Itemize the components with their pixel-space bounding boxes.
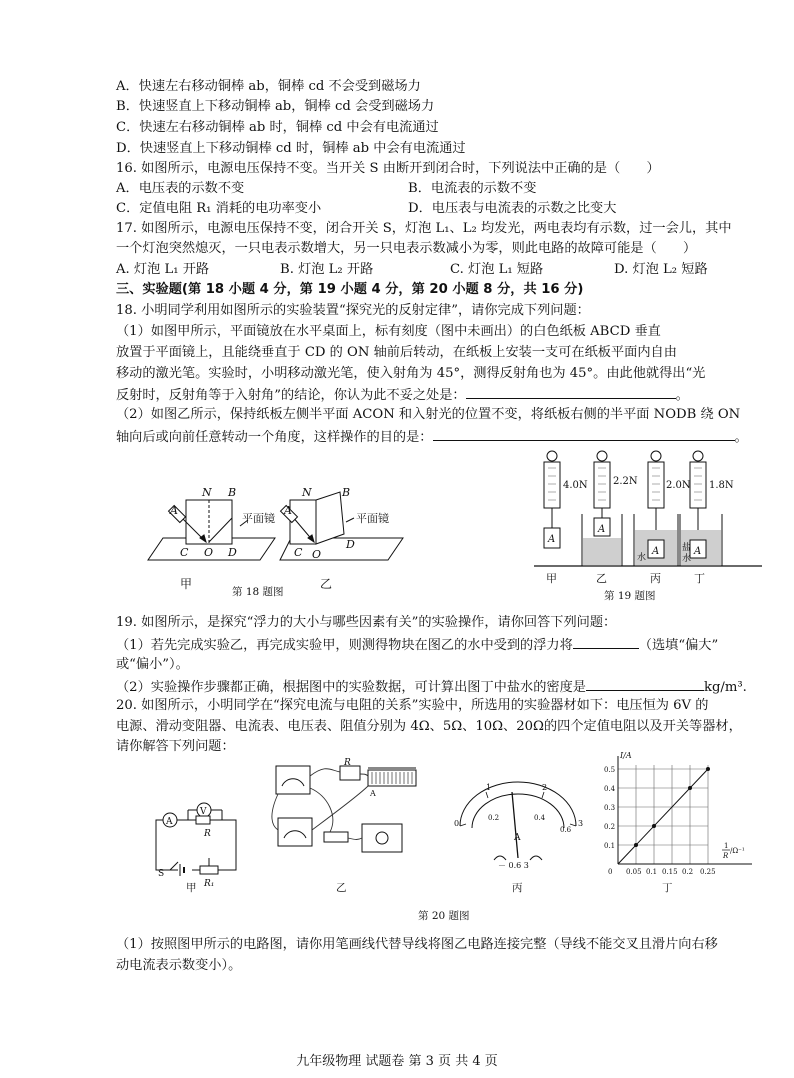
q18-part1-prompt: 反射时，反射角等于入射角”的结论，你认为此不妥之处是： [116, 388, 466, 403]
fig20-meter-tick-2: 2 [542, 783, 548, 792]
q16-option-a: A．电压表的示数不变 [116, 181, 245, 196]
fig18-label-a: A [170, 504, 178, 517]
fig20-graph-ytick-3: 0.3 [604, 804, 616, 812]
fig18-caption: 第 18 题图 [232, 586, 284, 598]
q18-part2-line1: （2）如图乙所示，保持纸板左侧半平面 ACON 和入射光的位置不变，将纸板右侧的半平面 NODB 绕 ON [116, 407, 741, 422]
fig20-graph-xtick-0: 0 [608, 868, 613, 876]
fig20-label-bing: 丙 [512, 882, 523, 894]
q20-line-2: 电源、滑动变阻器、电流表、电压表、阻值分别为 4Ω、5Ω、10Ω、20Ω的四个定值电阻以及开关等器材， [116, 719, 742, 734]
q19-part1-choice: （选填“偏大” [638, 638, 719, 653]
fig20-graph-ytick-4: 0.4 [604, 785, 616, 793]
figure-19 [530, 448, 770, 588]
q19-part1-line1 [116, 635, 718, 655]
fig20-label-ding: 丁 [662, 882, 673, 894]
fig18-label-b: B [228, 486, 237, 499]
q18-part2-prompt: 轴向后或向前任意转动一个角度，这样操作的目的是： [116, 430, 433, 445]
fig18-mirror-label-1: 平面镜 [242, 512, 275, 525]
q20-part1-line1: （1）按照图甲所示的电路图，请你用笔画线代替导线将图乙电路连接完整（导线不能交叉且滑片向右移 [116, 937, 718, 952]
q15-option-a: A．快速左右移动铜棒 ab，铜棒 cd 不会受到磁场力 [116, 79, 421, 94]
graph-fit-line [618, 769, 708, 864]
graph-data-point [652, 824, 656, 828]
q19-answer-blank-2[interactable] [586, 677, 704, 691]
q17-line-1: 17. 如图所示，电源电压保持不变，闭合开关 S，灯泡 L₁、L₂ 均发光，两电表均有示数，过一会儿，其中 [116, 221, 732, 236]
fig20-meter-tick-3: 3 [578, 819, 584, 828]
fig20-circuit-diagram [148, 800, 248, 890]
fig20-resistor-label: R [204, 829, 211, 839]
fig18-label-jia: 甲 [180, 577, 193, 591]
page-footer: 九年级物理 试题卷 第 3 页 共 4 页 [296, 1054, 498, 1069]
fig19-reading-ding: 1.8N [709, 480, 734, 491]
q16-option-b: B．电流表的示数不变 [408, 181, 537, 196]
fig19-salt-label-1: 盐 [682, 543, 692, 553]
fig19-block-jia: A [548, 534, 556, 545]
fig20-rheostat-label: R₁ [204, 879, 215, 889]
fig18-mirror-label-2: 平面镜 [356, 512, 389, 525]
fig20-graph-ytick-2: 0.2 [604, 823, 616, 831]
q19-part2-prompt: （2）实验操作步骤都正确，根据图中的实验数据，可计算出图丁中盐水的密度是 [116, 680, 586, 695]
q19-part1-line2: 或“偏小”）。 [116, 657, 189, 672]
fig20-meter-terminals: － 0.6 3 [498, 861, 529, 870]
fig19-block-ding: A [694, 546, 702, 557]
graph-data-point [688, 786, 692, 790]
fig19-water-label: 水 [637, 553, 647, 563]
fig19-reading-bing: 2.0N [666, 480, 691, 491]
q19-answer-blank-1[interactable] [573, 635, 639, 649]
q18-part1-line1: （1）如图甲所示，平面镜放在水平桌面上，标有刻度（图中未画出）的白色纸板 ABCD 垂直 [116, 324, 661, 339]
fig20-label-yi: 乙 [336, 882, 347, 894]
q17-option-c: C. 灯泡 L₁ 短路 [450, 262, 544, 277]
fig20-meter-small-3: 0.6 [560, 826, 572, 834]
q19-stem: 19. 如图所示，是探究“浮力的大小与哪些因素有关”的实验操作，请你回答下列问题： [116, 615, 617, 630]
fig19-salt-label-2: 水 [682, 554, 692, 564]
fig20-graph-ytick-5: 0.5 [604, 766, 616, 774]
fig19-label-yi: 乙 [596, 572, 607, 585]
fig19-block-bing: A [652, 546, 660, 557]
q16-option-c: C．定值电阻 R₁ 消耗的电功率变小 [116, 201, 322, 216]
fig20-yi-resistor-label: R [344, 758, 351, 768]
fig20-graph [604, 752, 764, 882]
fig20-graph-points [618, 767, 710, 864]
fig20-graph-xtick-1: 0.05 [626, 868, 642, 876]
q19-part2-line [116, 677, 747, 697]
fig19-reading-yi: 2.2N [613, 476, 638, 487]
fig20-graph-xtick-3: 0.15 [662, 868, 678, 876]
fig18-label-d: D [228, 546, 237, 559]
fig20-meter-small-1: 0.2 [488, 814, 500, 822]
fig18-label-n: N [202, 486, 212, 499]
q15-option-d: D．快速竖直上下移动铜棒 cd 时，铜棒 ab 中会有电流通过 [116, 141, 466, 156]
q16-option-d: D．电压表与电流表的示数之比变大 [408, 201, 617, 216]
fig20-physical-circuit [268, 756, 428, 876]
section-title: 三、实验题(第 18 小题 4 分，第 19 小题 4 分，第 20 小题 8 分，共 16 分) [116, 282, 584, 297]
fig20-graph-ytick-1: 0.1 [604, 842, 616, 850]
fig18-yi-label-o: O [312, 548, 322, 561]
q18-part1-line2: 放置于平面镜上，且能绕垂直于 CD 的 ON 轴前后转动，在纸板上安装一支可在纸板平面内自由 [116, 345, 677, 360]
q18-part1-end: 。 [675, 388, 689, 403]
q20-line-3: 请你解答下列问题： [116, 739, 235, 754]
q17-option-b: B. 灯泡 L₂ 开路 [280, 262, 374, 277]
fig20-meter-small-2: 0.4 [534, 814, 546, 822]
fig18-yi-label-d: D [346, 538, 355, 551]
q18-part1-line3: 移动的激光笔。实验时，小明移动激光笔，使入射角为 45°，测得反射角也为 45°。由此他就得出“光 [116, 366, 706, 381]
q20-part1-line2: 动电流表示数变小）。 [116, 958, 242, 973]
q15-option-c: C．快速左右移动铜棒 ab 时，铜棒 cd 中会有电流通过 [116, 120, 439, 135]
fig18-yi-label-c: C [294, 546, 303, 559]
fig18-yi-label-a: A [284, 504, 292, 517]
q16-stem: 16. 如图所示，电源电压保持不变。当开关 S 由断开到闭合时，下列说法中正确的是（ ） [116, 161, 660, 176]
fig19-caption: 第 19 题图 [604, 590, 656, 602]
q18-part2-line2 [116, 427, 748, 447]
fig20-voltmeter-symbol: V [200, 807, 207, 817]
fig19-block-yi: A [598, 524, 606, 535]
q19-part2-unit: kg/m³. [703, 680, 747, 695]
fig20-graph-xtick-5: 0.25 [700, 868, 716, 876]
fig20-meter-tick-0: 0 [454, 819, 460, 828]
graph-data-point [634, 843, 638, 847]
fig19-label-ding: 丁 [694, 572, 705, 585]
fig20-graph-xlabel-num: 1 [724, 842, 729, 850]
fig20-caption: 第 20 题图 [418, 910, 470, 922]
fig20-switch-label: S [158, 869, 165, 879]
fig19-label-bing: 丙 [650, 572, 661, 585]
fig20-label-jia: 甲 [186, 882, 197, 894]
q19-part1-prompt: （1）若先完成实验乙，再完成实验甲，则测得物块在图乙的水中受到的浮力将 [116, 638, 573, 653]
fig18-yi-label-n: N [302, 486, 312, 499]
fig20-graph-ylabel: I/A [620, 751, 632, 760]
graph-data-point [706, 767, 710, 771]
fig20-ammeter-symbol: A [166, 817, 173, 827]
q18-answer-blank-2[interactable] [433, 427, 735, 441]
fig18-yi-label-b: B [342, 486, 351, 499]
q20-line-1: 20. 如图所示，小明同学在“探究电流与电阻的关系”实验中，所选用的实验器材如下：电压恒为 6V 的 [116, 698, 709, 713]
q18-part1-line4 [116, 385, 689, 405]
q17-option-d: D. 灯泡 L₂ 短路 [614, 262, 708, 277]
fig20-graph-xlabel-unit: /Ω⁻¹ [730, 847, 745, 855]
q18-part2-end: 。 [734, 430, 748, 445]
fig20-graph-xlabel-den: R [723, 852, 729, 860]
fig20-graph-xtick-4: 0.2 [682, 868, 694, 876]
fig20-meter-tick-1: 1 [486, 783, 492, 792]
fig20-meter-unit: A [514, 833, 521, 843]
fig20-graph-xtick-2: 0.1 [646, 868, 658, 876]
fig19-reading-jia: 4.0N [563, 480, 588, 491]
fig18-label-yi: 乙 [320, 577, 333, 591]
q18-stem: 18. 小明同学利用如图所示的实验装置“探究光的反射定律”，请你完成下列问题： [116, 303, 590, 318]
q15-option-b: B．快速竖直上下移动铜棒 ab，铜棒 cd 会受到磁场力 [116, 99, 435, 114]
q17-line-2: 一个灯泡突然熄灭，一只电表示数增大，另一只电表示数减小为零，则此电路的故障可能是（ ） [116, 241, 697, 256]
fig18-label-o: O [204, 546, 214, 559]
q17-option-a: A. 灯泡 L₁ 开路 [116, 262, 210, 277]
q18-answer-blank-1[interactable] [466, 385, 676, 399]
fig19-spring-scales [544, 451, 706, 540]
fig20-yi-terminal-a: A [370, 789, 376, 798]
fig20-ammeter-dial [446, 780, 586, 870]
fig18-label-c: C [180, 546, 189, 559]
figure-18 [140, 488, 410, 598]
fig19-label-jia: 甲 [546, 572, 557, 585]
